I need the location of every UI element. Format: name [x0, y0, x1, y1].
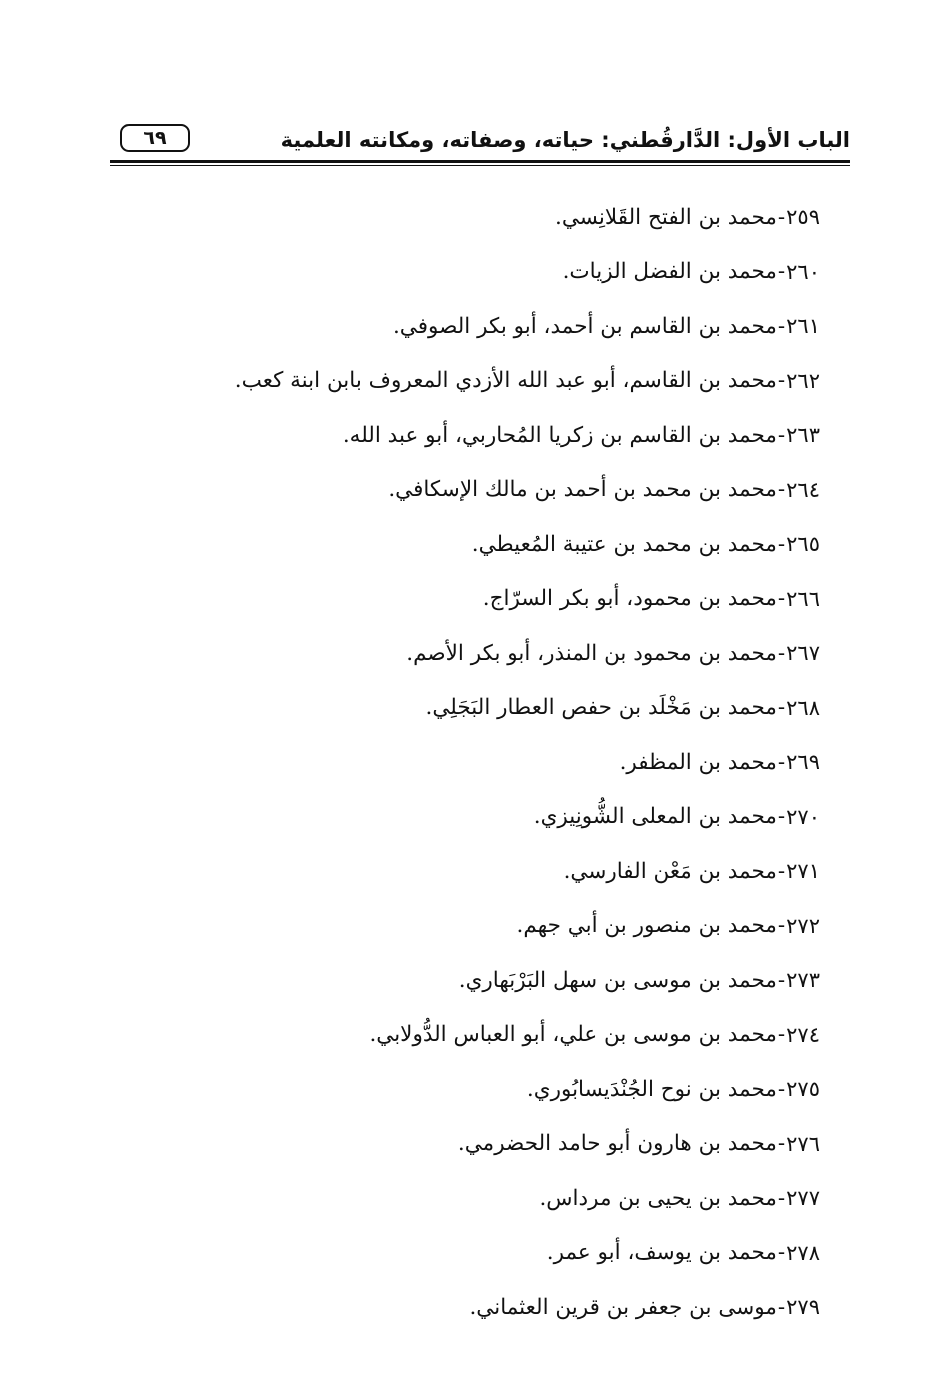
entry-text: محمد بن القاسم بن زكريا المُحاربي، أبو عبد الله.	[342, 422, 777, 448]
entry-number: ٢٧٠	[786, 804, 820, 829]
list-item	[120, 1062, 820, 1117]
entry-dash: -	[777, 204, 786, 230]
entry-number: ٢٧٥	[786, 1077, 820, 1102]
entry-dash: -	[777, 1240, 786, 1266]
list-item	[120, 299, 820, 354]
entry-dash: -	[777, 1185, 786, 1211]
chapter-title: الباب الأول: الدَّارقُطني: حياته، وصفاته، ومكانته العلمية	[280, 128, 850, 152]
entry-number: ٢٦٧	[786, 641, 820, 666]
entry-dash: -	[777, 640, 786, 666]
entry-number: ٢٥٩	[786, 205, 820, 230]
list-item	[120, 953, 820, 1008]
entry-number: ٢٦٢	[786, 368, 820, 393]
entry-number: ٢٦٥	[786, 532, 820, 557]
list-item	[120, 626, 820, 681]
entry-dash: -	[777, 531, 786, 557]
entry-text: محمد بن موسى بن سهل البَرْبَهاري.	[458, 967, 777, 993]
list-item	[120, 1008, 820, 1063]
entry-dash: -	[777, 967, 786, 993]
list-item	[120, 190, 820, 245]
entry-text: محمد بن مَخْلَد بن حفص العطار البَجَلِي.	[425, 695, 777, 721]
list-item	[120, 681, 820, 736]
entry-number: ٢٦٨	[786, 695, 820, 720]
entry-text: محمد بن موسى بن علي، أبو العباس الدُّولابي.	[369, 1022, 777, 1048]
entry-number: ٢٧٢	[786, 913, 820, 938]
entry-text: محمد بن منصور بن أبي جهم.	[516, 913, 777, 939]
entry-text: محمد بن القاسم، أبو عبد الله الأزدي المعروف بابن ابنة كعب.	[234, 368, 777, 394]
entry-dash: -	[777, 804, 786, 830]
list-item	[120, 463, 820, 518]
entry-number: ٢٦٩	[786, 750, 820, 775]
entry-dash: -	[777, 477, 786, 503]
entry-dash: -	[777, 259, 786, 285]
entry-dash: -	[777, 749, 786, 775]
list-item	[120, 1226, 820, 1281]
list-item	[120, 354, 820, 409]
entry-text: محمد بن نوح الجُنْدَيسابُوري.	[526, 1076, 777, 1102]
entry-text: محمد بن يحيى بن مرداس.	[539, 1185, 777, 1211]
list-item	[120, 1280, 820, 1335]
entry-dash: -	[777, 1294, 786, 1320]
entry-text: محمد بن هارون أبو حامد الحضرمي.	[457, 1131, 777, 1157]
list-item	[120, 245, 820, 300]
entry-number: ٢٦٦	[786, 586, 820, 611]
list-item	[120, 735, 820, 790]
header-rule-thick	[110, 160, 850, 163]
entry-dash: -	[777, 1022, 786, 1048]
entry-number: ٢٧٦	[786, 1131, 820, 1156]
entry-number: ٢٧٧	[786, 1186, 820, 1211]
entry-text: محمد بن يوسف، أبو عمر.	[546, 1240, 777, 1266]
entry-list	[120, 190, 820, 1335]
list-item	[120, 572, 820, 627]
entry-number: ٢٦٤	[786, 477, 820, 502]
entry-dash: -	[777, 586, 786, 612]
list-item	[120, 517, 820, 572]
entry-text: محمد بن القاسم بن أحمد، أبو بكر الصوفي.	[392, 313, 777, 339]
list-item	[120, 408, 820, 463]
list-item	[120, 790, 820, 845]
list-item	[120, 899, 820, 954]
entry-number: ٢٦٣	[786, 423, 820, 448]
list-item	[120, 1171, 820, 1226]
entry-text: محمد بن المظفر.	[619, 749, 777, 775]
entry-dash: -	[777, 422, 786, 448]
list-item	[120, 844, 820, 899]
entry-text: محمد بن الفتح القَلانِسي.	[555, 204, 777, 230]
entry-number: ٢٧٨	[786, 1240, 820, 1265]
entry-dash: -	[777, 913, 786, 939]
entry-dash: -	[777, 313, 786, 339]
entry-number: ٢٦١	[786, 314, 820, 339]
entry-number: ٢٧٣	[786, 968, 820, 993]
entry-dash: -	[777, 1131, 786, 1157]
entry-number: ٢٧٤	[786, 1022, 820, 1047]
entry-dash: -	[777, 695, 786, 721]
header-rule-thin	[110, 165, 850, 166]
page-number: ٦٩	[120, 124, 190, 152]
entry-number: ٢٦٠	[786, 259, 820, 284]
entry-number: ٢٧١	[786, 859, 820, 884]
page-header	[110, 124, 850, 158]
entry-text: محمد بن محمود بن المنذر، أبو بكر الأصم.	[406, 640, 777, 666]
list-item	[120, 1117, 820, 1172]
entry-text: محمد بن المعلى الشُّونِيزي.	[533, 804, 777, 830]
entry-dash: -	[777, 858, 786, 884]
entry-text: محمد بن محمد بن عتيبة المُعيطي.	[471, 531, 777, 557]
entry-dash: -	[777, 368, 786, 394]
entry-number: ٢٧٩	[786, 1295, 820, 1320]
entry-text: موسى بن جعفر بن قرين العثماني.	[469, 1294, 777, 1320]
entry-dash: -	[777, 1076, 786, 1102]
entry-text: محمد بن محمود، أبو بكر السرّاج.	[482, 586, 777, 612]
entry-text: محمد بن محمد بن أحمد بن مالك الإسكافي.	[388, 477, 777, 503]
entry-text: محمد بن مَعْن الفارسي.	[563, 858, 777, 884]
entry-text: محمد بن الفضل الزيات.	[562, 259, 777, 285]
